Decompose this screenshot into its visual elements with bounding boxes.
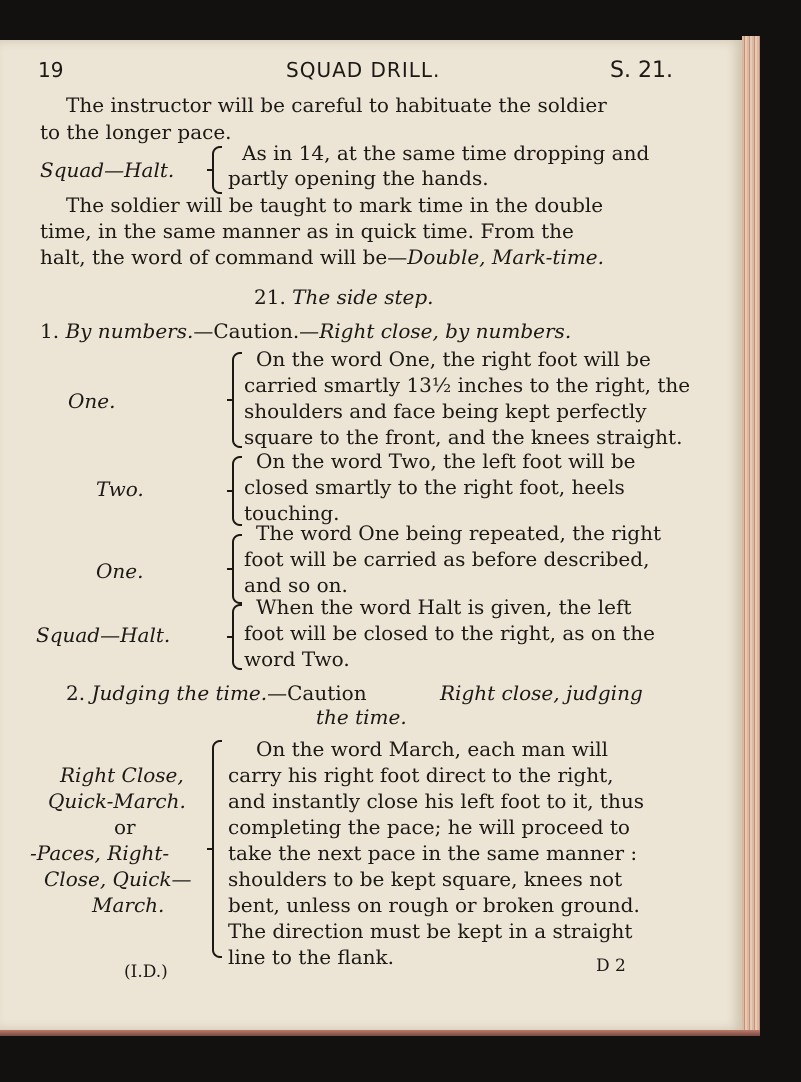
- one-text-4: square to the front, and the knees straight.: [244, 425, 683, 449]
- footer-left: (I.D.): [124, 962, 168, 982]
- halt-text-2: foot will be closed to the right, as on the: [244, 621, 655, 645]
- one-repeat-text-3: and so on.: [244, 573, 348, 597]
- halt-text-3: word Two.: [244, 647, 350, 671]
- one-text-1: On the word One, the right foot will be: [256, 347, 651, 371]
- sub-2-command-2: the time.: [316, 705, 407, 729]
- double-line-2: time, in the same manner as in quick time. From the: [40, 219, 574, 243]
- brace: [212, 740, 222, 958]
- march-text-1: On the word March, each man will: [256, 737, 609, 761]
- footer-right: D 2: [596, 956, 626, 976]
- sub-2-line: 2. Judging the time.—Caution: [66, 681, 367, 705]
- two-text-3: touching.: [244, 501, 340, 525]
- march-text-6: shoulders to be kept square, knees not: [228, 867, 623, 891]
- two-label: Two.: [96, 477, 144, 501]
- one-label: One.: [68, 389, 116, 413]
- march-text-5: take the next pace in the same manner :: [228, 841, 638, 865]
- march-label-5: Close, Quick—: [44, 867, 192, 891]
- section-21-heading: 21. The side step.: [254, 285, 434, 309]
- page-bottom-edge: [0, 1030, 760, 1036]
- squad-halt-label: Squad—Halt.: [40, 158, 175, 182]
- one-text-3: shoulders and face being kept perfectly: [244, 399, 647, 423]
- march-text-7: bent, unless on rough or broken ground.: [228, 893, 640, 917]
- double-line-3: halt, the word of command will be—Double, Mark-time.: [40, 245, 604, 269]
- one-repeat-text-2: foot will be carried as before described,: [244, 547, 650, 571]
- sub-1-line: 1. By numbers.—Caution.—Right close, by numbers.: [40, 319, 572, 343]
- march-text-2: carry his right foot direct to the right,: [228, 763, 614, 787]
- squad-halt-text-2: partly opening the hands.: [228, 166, 489, 190]
- intro-line-1: The instructor will be careful to habituate the soldier: [66, 93, 607, 117]
- two-text-1: On the word Two, the left foot will be: [256, 449, 636, 473]
- march-label-2: Quick-March.: [48, 789, 186, 813]
- sub-2-command-1: Right close, judging: [440, 681, 643, 705]
- one-repeat-label: One.: [96, 559, 144, 583]
- march-label-3: or: [114, 815, 136, 839]
- double-line-1: The soldier will be taught to mark time in the double: [66, 193, 604, 217]
- squad-halt-text-1: As in 14, at the same time dropping and: [242, 141, 650, 165]
- march-label-1: Right Close,: [60, 763, 184, 787]
- page-edge: [742, 36, 760, 1036]
- two-text-2: closed smartly to the right foot, heels: [244, 475, 625, 499]
- brace: [232, 352, 242, 448]
- running-title: SQUAD DRILL.: [286, 58, 441, 82]
- march-text-8: The direction must be kept in a straight: [228, 919, 633, 943]
- march-text-3: and instantly close his left foot to it, thus: [228, 789, 644, 813]
- intro-line-2: to the longer pace.: [40, 120, 232, 144]
- halt-label: Squad—Halt.: [36, 623, 171, 647]
- section-number: S. 21.: [610, 58, 673, 83]
- march-text-9: line to the flank.: [228, 945, 395, 969]
- march-label-6: March.: [92, 893, 165, 917]
- march-text-4: completing the pace; he will proceed to: [228, 815, 630, 839]
- halt-text-1: When the word Halt is given, the left: [256, 595, 632, 619]
- brace: [232, 534, 242, 604]
- page-number: 19: [38, 58, 64, 82]
- march-label-4: -Paces, Right-: [30, 841, 170, 865]
- brace: [232, 456, 242, 526]
- brace: [232, 604, 242, 670]
- one-text-2: carried smartly 13½ inches to the right, the: [244, 373, 691, 397]
- brace: [212, 146, 222, 194]
- one-repeat-text-1: The word One being repeated, the right: [256, 521, 661, 545]
